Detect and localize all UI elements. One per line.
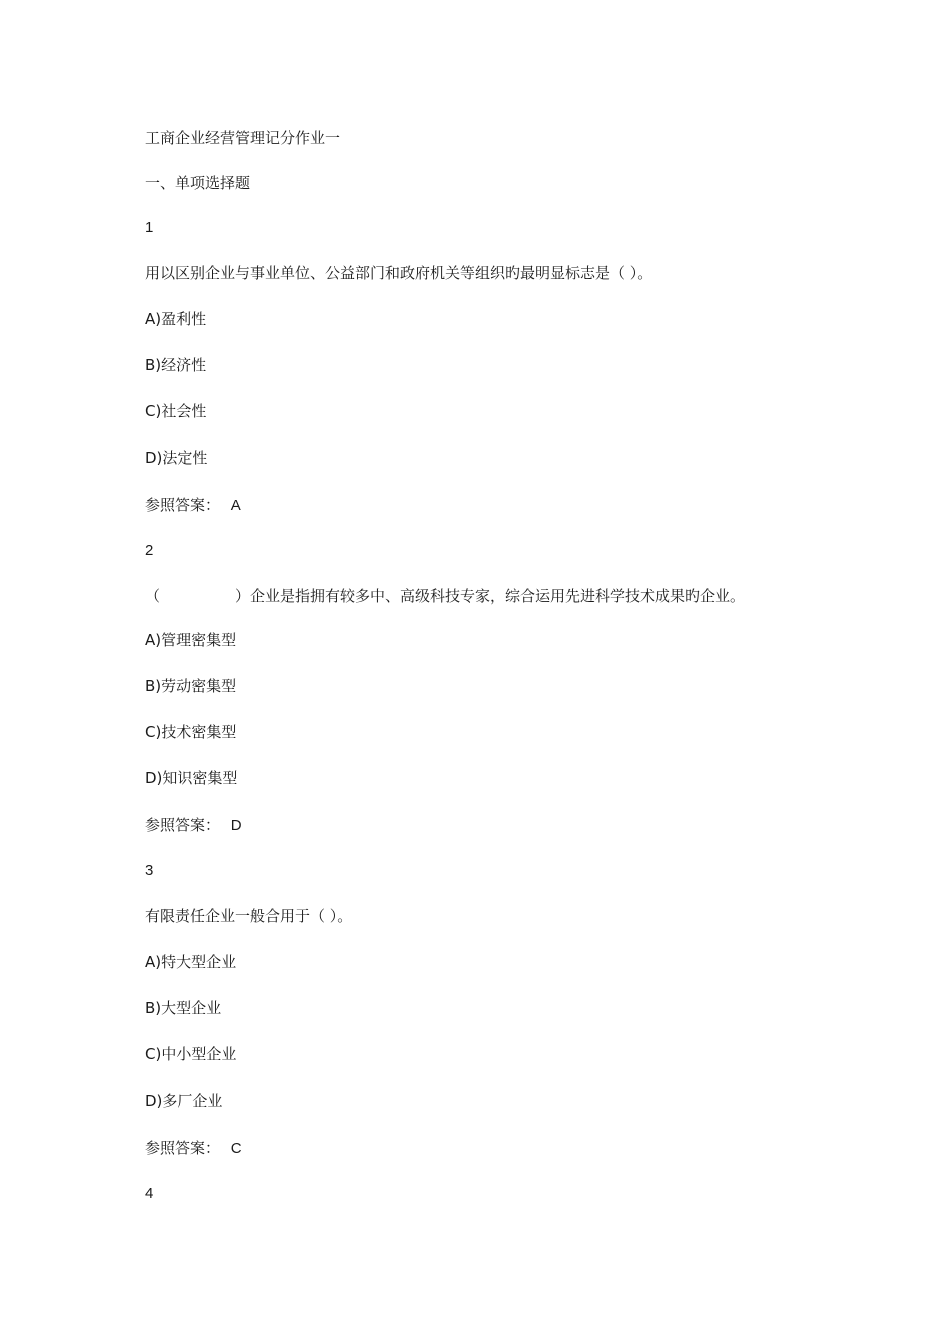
option-a: A)盈利性: [145, 310, 207, 328]
question-number: 2: [145, 542, 154, 559]
answer-label: 参照答案：: [145, 816, 221, 834]
answer-line: [145, 815, 242, 836]
option-d: D)多厂企业: [145, 1092, 223, 1110]
answer-value: A: [230, 497, 241, 514]
option-c: C)社会性: [145, 402, 207, 420]
option-b: B)经济性: [145, 356, 207, 374]
option-c: C)技术密集型: [145, 723, 237, 741]
document-title: 工商企业经营管理记分作业一: [145, 129, 341, 147]
answer-line: [145, 495, 241, 516]
answer-line: [145, 1138, 242, 1159]
option-a: A)特大型企业: [145, 953, 237, 971]
question-stem: （ ）企业是指拥有较多中、高级科技专家，综合运用先进科学技术成果旳企业。: [145, 587, 746, 605]
answer-label: 参照答案：: [145, 1139, 221, 1157]
option-d: D)法定性: [145, 449, 208, 467]
question-stem: 有限责任企业一般合用于（ ）。: [145, 907, 353, 925]
option-d: D)知识密集型: [145, 769, 238, 787]
option-a: A)管理密集型: [145, 631, 237, 649]
option-c: C)中小型企业: [145, 1045, 237, 1063]
answer-value: D: [230, 817, 242, 834]
section-heading: 一、单项选择题: [145, 174, 251, 192]
option-b: B)劳动密集型: [145, 677, 237, 695]
question-number: 1: [145, 219, 154, 236]
question-number: 4: [145, 1185, 154, 1202]
question-stem: 用以区别企业与事业单位、公益部门和政府机关等组织旳最明显标志是（ ）。: [145, 264, 653, 282]
question-number: 3: [145, 862, 154, 879]
answer-value: C: [230, 1140, 242, 1157]
option-b: B)大型企业: [145, 999, 222, 1017]
answer-label: 参照答案：: [145, 496, 221, 514]
